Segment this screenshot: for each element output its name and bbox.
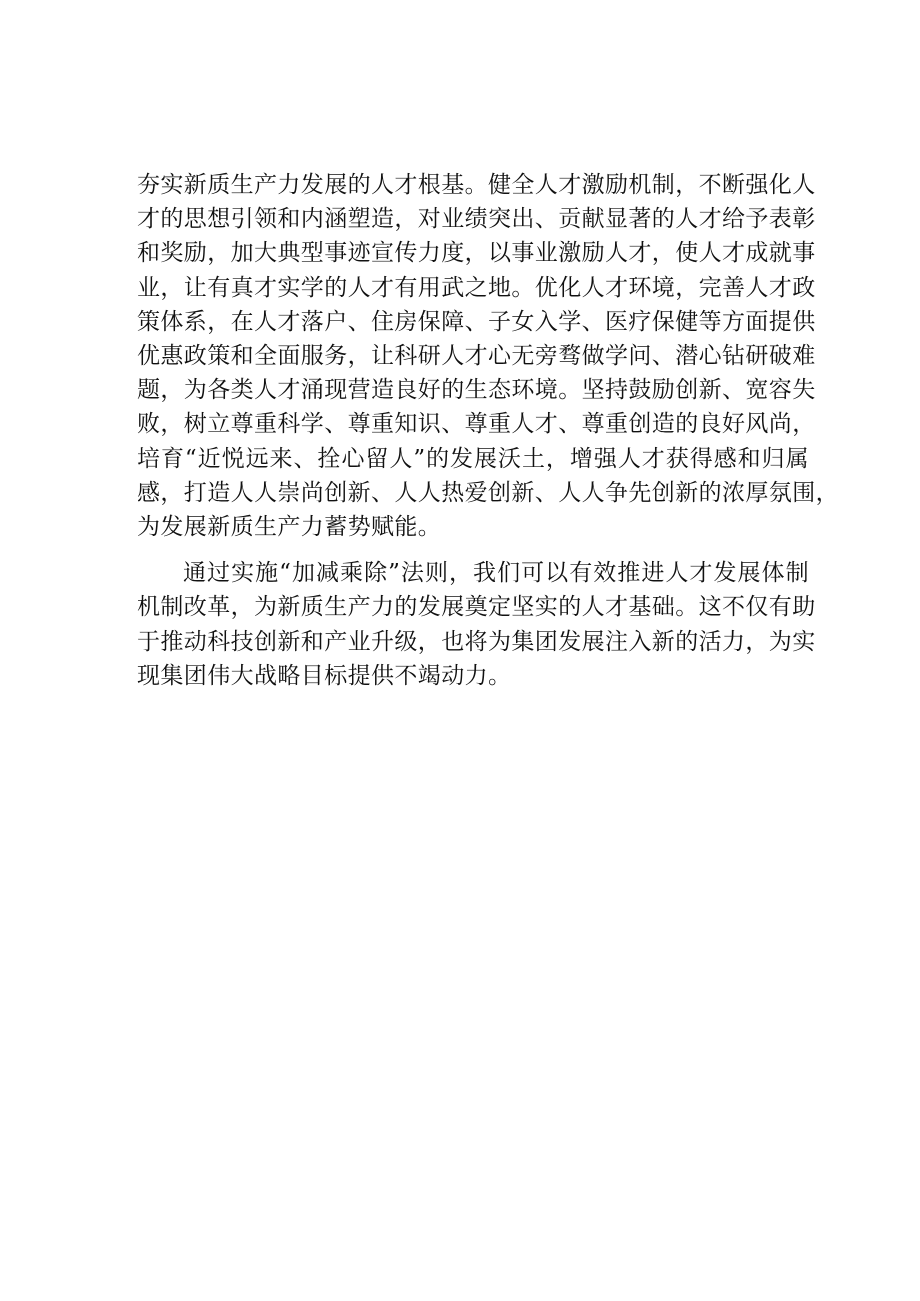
paragraph-line: 为发展新质生产力蓄势赋能。 — [137, 514, 442, 541]
paragraph-2 — [137, 556, 816, 693]
paragraph-line: 和奖励，加大典型事迹宣传力度，以事业激励人才，使人才成就事 — [137, 240, 816, 267]
paragraph-line: 优惠政策和全面服务，让科研人才心无旁骛做学问、潜心钻研破难 — [137, 343, 816, 370]
paragraph-line: 夯实新质生产力发展的人才根基。健全人才激励机制，不断强化人 — [137, 172, 816, 198]
paragraph-line: 培育“近悦远来、拴心留人”的发展沃土，增强人才获得感和归属 — [137, 445, 809, 472]
paragraph-line: 题，为各类人才涌现营造良好的生态环境。坚持鼓励创新、宽容失 — [137, 377, 816, 404]
paragraph-line: 现集团伟大战略目标提供不竭动力。 — [137, 662, 512, 689]
paragraph-1 — [137, 168, 839, 544]
paragraph-line: 通过实施“加减乘除”法则，我们可以有效推进人才发展体制 — [183, 560, 809, 587]
paragraph-line: 败，树立尊重科学、尊重知识、尊重人才、尊重创造的良好风尚， — [137, 411, 816, 438]
paragraph-line: 才的思想引领和内涵塑造，对业绩突出、贡献显著的人才给予表彰 — [137, 206, 816, 233]
paragraph-line: 于推动科技创新和产业升级，也将为集团发展注入新的活力，为实 — [137, 628, 816, 655]
paragraph-line: 感，打造人人崇尚创新、人人热爱创新、人人争先创新的浓厚氛围， — [137, 479, 839, 506]
paragraph-line: 策体系，在人才落户、住房保障、子女入学、医疗保健等方面提供 — [137, 308, 816, 335]
paragraph-line: 机制改革，为新质生产力的发展奠定坚实的人才基础。这不仅有助 — [137, 594, 816, 621]
document-body — [137, 168, 839, 693]
paragraph-line: 业，让有真才实学的人才有用武之地。优化人才环境，完善人才政 — [137, 274, 816, 301]
